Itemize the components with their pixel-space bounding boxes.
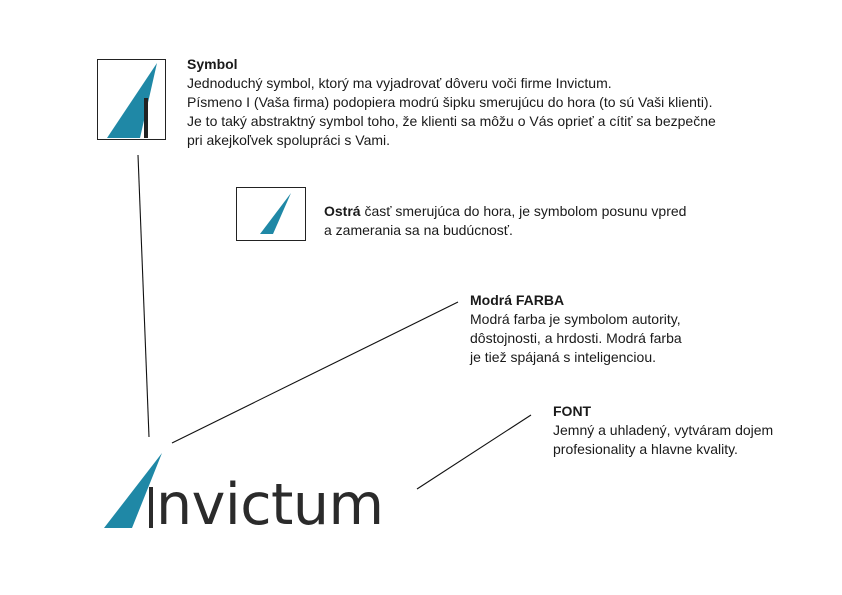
symbol-title: Symbol bbox=[187, 56, 238, 72]
symbol-note bbox=[187, 55, 827, 150]
symbol-line: Písmeno I (Vaša firma) podopiera modrú šipku smerujúcu do hora (to sú Vaši klienti). bbox=[187, 94, 713, 110]
sharp-line-1: časť smerujúca do hora, je symbolom posunu vpred bbox=[360, 203, 687, 219]
connector-symbol bbox=[138, 155, 149, 437]
sharp-title: Ostrá bbox=[324, 203, 361, 219]
font-line: Jemný a uhladený, vytváram dojem bbox=[553, 422, 774, 438]
color-title: Modrá FARBA bbox=[470, 292, 565, 308]
connector-color bbox=[172, 302, 458, 443]
font-note bbox=[553, 402, 833, 459]
logo-symbol-icon bbox=[98, 60, 165, 139]
sharp-note bbox=[324, 202, 784, 240]
color-line: dôstojnosti, a hrdosti. Modrá farba bbox=[470, 330, 682, 346]
symbol-line: pri akejkoľvek spolupráci s Vami. bbox=[187, 132, 391, 148]
sharp-arrow-icon bbox=[237, 188, 305, 240]
logo-mark-icon bbox=[104, 452, 164, 530]
font-title: FONT bbox=[553, 403, 592, 419]
connector-font bbox=[417, 415, 531, 489]
logo bbox=[104, 452, 414, 538]
symbol-line: Je to taký abstraktný symbol toho, že klienti sa môžu o Vás oprieť a cítiť sa bezpečne bbox=[187, 113, 716, 129]
sharp-box bbox=[236, 187, 306, 241]
font-line: profesionality a hlavne kvality. bbox=[553, 441, 738, 457]
sharp-line-2: a zamerania sa na budúcnosť. bbox=[324, 222, 513, 238]
color-note bbox=[470, 291, 770, 367]
color-line: je tiež spájaná s inteligenciou. bbox=[470, 349, 657, 365]
logo-wordmark: nvictum bbox=[156, 472, 384, 538]
symbol-box bbox=[97, 59, 166, 140]
symbol-line: Jednoduchý symbol, ktorý ma vyjadrovať dôveru voči firme Invictum. bbox=[187, 75, 612, 91]
color-line: Modrá farba je symbolom autority, bbox=[470, 311, 681, 327]
